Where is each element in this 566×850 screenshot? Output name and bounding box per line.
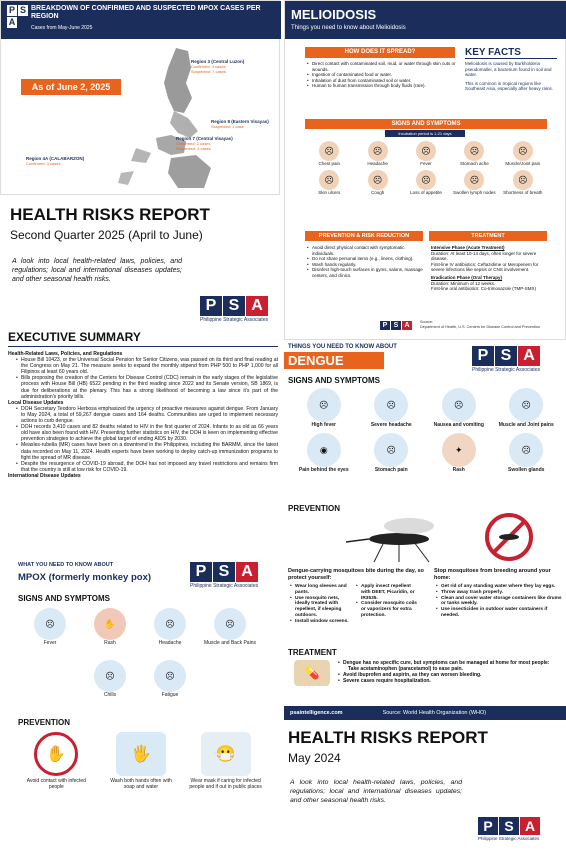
dengue-symptom-item: ☹ Swollen glands xyxy=(493,433,561,473)
eye-pain-icon: ◉ xyxy=(307,433,341,467)
mpox-symptom-item: ☹ Fever xyxy=(20,608,80,646)
lymph-node-icon: ☹ xyxy=(464,170,484,190)
chest-pain-icon: ☹ xyxy=(319,141,339,161)
fatigue-icon: ☹ xyxy=(154,660,186,692)
dengue-treatment-title: TREATMENT xyxy=(288,648,337,657)
medicine-icon: 💊 xyxy=(294,660,330,686)
key-facts-title: KEY FACTS xyxy=(465,47,557,59)
mel-prevention-title: PREVENTION & RISK REDUCTION xyxy=(305,231,423,241)
psa-logo-melioidosis: P S A xyxy=(380,321,412,330)
mpox-symptom-item: ☹ Headache xyxy=(140,608,200,646)
dengue-symptom-item: ☹ Nausea and vomiting xyxy=(425,388,493,428)
report-q2-description: A look into local health-related laws, policies, and regulations; local and international diseases updates; and other seasonal health risks. xyxy=(12,258,182,283)
report-may-description: A look into local health-related laws, policies, and regulations; local and international diseases updates; and other seasonal health risks. xyxy=(290,779,462,804)
as-of-badge: As of June 2, 2025 xyxy=(21,79,121,95)
dengue-symptom-item: ☹ Stomach pain xyxy=(358,433,426,473)
muscle-pain-icon: ☹ xyxy=(513,141,533,161)
dengue-symptom-item: ☹ High fever xyxy=(290,388,358,428)
swollen-glands-icon: ☹ xyxy=(509,433,543,467)
dengue-panel xyxy=(284,342,566,720)
mpox-prevention-item: ✋ Avoid contact with infected people xyxy=(14,732,99,790)
high-fever-icon: ☹ xyxy=(307,388,341,422)
melioidosis-subtitle: Things you need to know about Melioidosis xyxy=(291,25,406,31)
nausea-icon: ☹ xyxy=(442,388,476,422)
spread-list: • Direct contact with contaminated soil, mud, or water through skin cuts or wounds. • Ingestion of contaminated food or water. • Inhalation of dust from contaminated soil or water. • Human to human transmission through body fluids (rare). xyxy=(307,61,457,89)
mel-symptom-item: ☹ Cough xyxy=(353,170,401,195)
mpox-prevention-item: 🖐 Wash both hands often with soap and water xyxy=(99,732,184,790)
mpox-region-subtitle: Cases from May-June 2025 xyxy=(31,25,93,31)
mpox-symptom-row2 xyxy=(80,660,200,698)
mpox-title: MPOX (formerly monkey pox) xyxy=(18,572,152,583)
mel-symptom-item: ☹ Loss of appetite xyxy=(402,170,450,195)
mel-symptom-item: ☹ Skin ulcers xyxy=(305,170,353,195)
mpox-region-panel xyxy=(0,0,280,195)
executive-summary-body: Health-Related Laws, Policies, and Regulations • House Bill 10423, or the Universal Social Pension for Senior Citizens, was passed on its third and final reading at the Congress on May 21. The measure seeks to expand the monthly stipend from PHP 500 to PHP 1,000 for all Filipinos at least 60 years old. • Bills proposing the creation of the Centers for Disease Control (CDC) remain in the early stages of the legislative process with House Bill (HB) 6522 pending in the third reading since 2022 and its Senate version, SB 1869, is due for deliberations at the plenary. This has a strong likelihood of becoming a law since it's part of the administration's priority bills. Local Disease Updates • DOH Secretary Teodoro Herbosa emphasized the urgency of proactive measures against dengue. From January to May 2024, a total of 59,267 dengue cases and 164 deaths. Communities are urged to implement necessary actions to curb dengue. • DOH records 3,410 cases and 82 deaths related to HIV in the first quarter of 2024. Infants to as old as 66 years old have also been found with HIV. Presenting further statistics on HIV, the DOH is keen on implementing effective prevention strategies to achieve the global target of ending AIDS by 2030. • Measles-rubella (MR) cases have been on a downtrend in the Philippines, including the BARMM, since the latest data recorded on May 11, 2024. Health experts have been working to deploy catch-up immunization programs to fight the spread of MR disease. • Despite the resurgence of COVID-19 abroad, the DOH has not imposed any travel restrictions and remains firm that the country is still at low risk for COVID-19. International Disease Updates xyxy=(8,351,278,479)
mpox-panel xyxy=(0,556,280,850)
mel-prevention-list: • Avoid direct physical contact with symptomatic individuals. • Do not share personal items (e.g., linens, clothing). • Wash hands regularly. • Disinfect high-touch surfaces in gyms, salons, massage centers, and clinics. xyxy=(307,245,423,279)
mel-symptom-item: ☹ Chest pain xyxy=(305,141,353,166)
dengue-treatment-body: • Dengue has no specific cure, but symptoms can be managed at home for most people: Take acetaminophen (paracetamol) to ease pain. • Avoid ibuprofen and aspirin, as they can worsen bleeding. • Severe cases require hospitalization. xyxy=(338,660,560,684)
dengue-symptom-item: ✦ Rash xyxy=(425,433,493,473)
handwash-icon: 🖐 xyxy=(116,732,166,776)
no-contact-icon: ✋ xyxy=(34,732,78,776)
rash-icon: ✦ xyxy=(442,433,476,467)
region-4a-label: Region 4A (CALABARZON) Confirmed: 3 cases xyxy=(26,156,85,166)
mel-symptoms-title: SIGNS AND SYMPTOMS xyxy=(305,119,547,129)
footer-site[interactable]: psaintelligence.com xyxy=(290,710,343,716)
melioidosis-panel xyxy=(284,0,566,340)
skin-ulcer-icon: ☹ xyxy=(319,170,339,190)
dengue-footer xyxy=(284,706,566,720)
breath-icon: ☹ xyxy=(513,170,533,190)
report-may-title: HEALTH RISKS REPORT xyxy=(288,728,488,747)
report-may-subtitle: May 2024 xyxy=(288,751,341,765)
mel-symptom-item: ☹ Headache xyxy=(353,141,401,166)
mpox-symptom-item: ☹ Chills xyxy=(80,660,140,698)
dengue-symptom-item: ☹ Severe headache xyxy=(358,388,426,428)
region-7-label: Region 7 (Central Visayas) Confirmed: 2 cases Suspected: 3 cases xyxy=(176,136,233,151)
region-8-label: Region 8 (Eastern Visayas) Suspected: 1 case xyxy=(211,119,269,129)
psa-logo-q2: P S A Philippine Strategic Associates xyxy=(200,297,269,323)
dengue-symptoms-title: SIGNS AND SYMPTOMS xyxy=(288,376,381,385)
protect-heading: Dengue-carrying mosquitoes bite during the day, so protect yourself: xyxy=(288,568,424,581)
report-q2-title: HEALTH RISKS REPORT xyxy=(10,205,210,224)
report-q2-subtitle: Second Quarter 2025 (April to June) xyxy=(10,228,203,242)
mpox-prevention-grid xyxy=(14,732,268,790)
mpox-symptom-item: ☹ Fatigue xyxy=(140,660,200,698)
mel-symptom-item: ☹ Swollen lymph nodes xyxy=(450,170,498,195)
mel-treatment-list: Intensive Phase (Acute Treatment) Duration: At least 10-14 days, often longer for severe disease. First-line IV antibiotics: Ceftazidime or Meropenem for severe infections like sepsis or CNS involvement. Eradication Phase (Oral Therapy) Duration: Minimum of 12 weeks. First-line oral antibiotics: Co-trimoxazole (TMP-SMX) xyxy=(431,245,539,292)
footer-source: Source: World Health Organization (WHO) xyxy=(382,710,487,716)
psa-logo-small: P S A xyxy=(8,5,26,27)
fever-icon: ☹ xyxy=(34,608,66,640)
mpox-kicker: WHAT YOU NEED TO KNOW ABOUT xyxy=(18,562,114,568)
dengue-title: DENGUE xyxy=(284,352,384,369)
protect-col1: • Wear long sleeves and pants. • Use mosquito nets, ideally treated with repellent, if sleeping outdoors. • Install window screens. xyxy=(290,584,352,625)
mpox-symptom-item: ✋ Rash xyxy=(80,608,140,646)
protect-col2: • Apply insect repellent with DEET, Picaridin, or IR3535. • Consider mosquito coils or vaporizers for extra protection. xyxy=(356,584,420,619)
dengue-prevention-title: PREVENTION xyxy=(288,504,341,513)
stop-heading: Stop mosquitoes from breeding around your home: xyxy=(434,568,551,581)
headache-icon: ☹ xyxy=(154,608,186,640)
mpox-prevention-item: 😷 Wear mask if caring for infected people and if out in public places xyxy=(183,732,268,790)
mel-symptom-grid xyxy=(305,141,547,195)
psa-logo-may: P S A Philippine Strategic Associates xyxy=(478,818,540,841)
psa-logo-dengue: P S A Philippine Strategic Associates xyxy=(472,347,541,373)
mel-symptom-item: ☹ Stomach ache xyxy=(450,141,498,166)
stomach-pain-icon: ☹ xyxy=(374,433,408,467)
mpox-symptoms-title: SIGNS AND SYMPTOMS xyxy=(18,594,111,603)
mpox-prevention-title: PREVENTION xyxy=(18,718,71,727)
region-3-label: Region 3 (Central Luzon) Confirmed: 4 cases Suspected: 7 cases xyxy=(191,59,245,74)
key-facts-box: KEY FACTS Melioidosis is caused by Burkholderia pseudomallei, a bacterium found in soil and water. This is common in tropical regions like Southeast Asia, especially after heavy rains. xyxy=(465,47,557,117)
mosquito-illustration xyxy=(344,514,464,564)
chills-icon: ☹ xyxy=(94,660,126,692)
mel-treatment-title: TREATMENT xyxy=(429,231,547,241)
mel-symptom-item: ☹ Shortness of breath xyxy=(499,170,547,195)
mel-symptom-item: ☹ Muscle/Joint pain xyxy=(499,141,547,166)
mel-symptom-item: ☹ Fever xyxy=(402,141,450,166)
melioidosis-title: MELIOIDOSIS xyxy=(291,7,377,22)
headache-icon: ☹ xyxy=(368,141,388,161)
exec-divider xyxy=(8,346,278,347)
back-pain-icon: ☹ xyxy=(214,608,246,640)
executive-summary-title: EXECUTIVE SUMMARY xyxy=(8,330,141,344)
mpox-symptom-item: ☹ Muscle and Back Pains xyxy=(200,608,260,646)
rash-icon: ✋ xyxy=(94,608,126,640)
stomach-ache-icon: ☹ xyxy=(464,141,484,161)
dengue-symptom-item: ◉ Pain behind the eyes xyxy=(290,433,358,473)
mpox-symptom-row1 xyxy=(20,608,260,646)
headache-icon: ☹ xyxy=(374,388,408,422)
psa-logo-mpox: P S A Philippine Strategic Associates xyxy=(190,563,259,589)
face-mask-icon: 😷 xyxy=(201,732,251,776)
mel-source: Source: Department of Health, U.S. Centers for Disease Control and Prevention xyxy=(420,320,541,329)
appetite-loss-icon: ☹ xyxy=(416,170,436,190)
stop-list: • Get rid of any standing water where they lay eggs. • Throw away trash properly. • Clean and cover water storage containers like drums or tanks weekly. • Use insecticides in outdoor water containers if needed. xyxy=(436,584,562,619)
no-mosquito-icon xyxy=(484,512,534,562)
dengue-symptom-grid xyxy=(290,388,560,473)
dengue-kicker: THINGS YOU NEED TO KNOW ABOUT xyxy=(288,344,397,350)
fever-icon: ☹ xyxy=(416,141,436,161)
incubation-tag: Incubation period is 1-21 days xyxy=(385,130,465,137)
joint-pain-icon: ☹ xyxy=(509,388,543,422)
cough-icon: ☹ xyxy=(368,170,388,190)
dengue-symptom-item: ☹ Muscle and Joint pains xyxy=(493,388,561,428)
spread-title: HOW DOES IT SPREAD? xyxy=(305,47,455,58)
mpox-region-title: BREAKDOWN OF CONFIRMED AND SUSPECTED MPOX CASES PER REGION xyxy=(31,5,261,20)
